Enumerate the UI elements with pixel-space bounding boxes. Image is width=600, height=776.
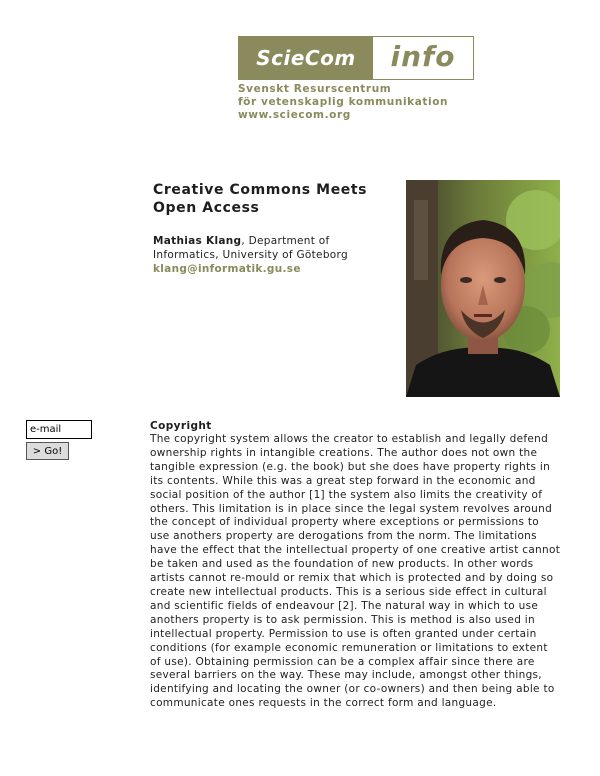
logo-subtitle (238, 83, 474, 122)
author-block (153, 234, 383, 276)
author-name: Mathias Klang (153, 235, 242, 247)
sciecom-logo (238, 36, 474, 122)
author-affiliation: , Department of Informatics, University of Göteborg (153, 235, 348, 261)
go-button[interactable]: > Go! (26, 442, 69, 460)
author-photo (406, 180, 560, 397)
logo-sciecom-text: ScieCom (239, 37, 373, 79)
article-title (153, 181, 393, 217)
logo-info-text: info (373, 37, 473, 79)
author-photo-icon (406, 180, 560, 397)
logo-subtitle-line1: Svenskt Resurscentrum (238, 83, 392, 95)
section-heading-copyright: Copyright (150, 420, 212, 432)
logo-box (238, 36, 474, 80)
article-title-line2: Open Access (153, 200, 260, 216)
body-paragraph: The copyright system allows the creator to establish and legally defend ownership rights in intangible creations. The author does not own the tangible expression (e.g. the book) but she does have property rights in its contents. While this was a great step forward in the economic and social position of the author [1] the system also limits the creativity of others. This limitation is in place since the legal system revolves around the concept of individual property where exceptions or permissions to use anothers property are derogations from the norm. The limitations have the effect that the intellectual property of one creative artist cannot be taken and used as the foundation of new products. In other words artists cannot re-mould or remix that which is protected and by doing so create new intellectual products. This is a serious side effect in cultural and scientific fields of endeavour [2]. The natural way in which to use anothers property is to ask permission. This is method is also used in intellectual property. Permission to use is often granted under certain conditions (for example economic remuneration or limitations to extent of use). Obtaining permission can be a complex affair since there are several barriers on the way. These may include, amongst other things, identifying and locating the owner (or co-owners) and then being able to communicate ones requests in the correct form and language. (150, 433, 561, 710)
logo-url: www.sciecom.org (238, 109, 351, 121)
author-email[interactable]: klang@informatik.gu.se (153, 263, 301, 275)
logo-subtitle-line2: för vetenskaplig kommunikation (238, 96, 449, 108)
email-input[interactable] (26, 420, 92, 439)
article-title-line1: Creative Commons Meets (153, 182, 368, 198)
